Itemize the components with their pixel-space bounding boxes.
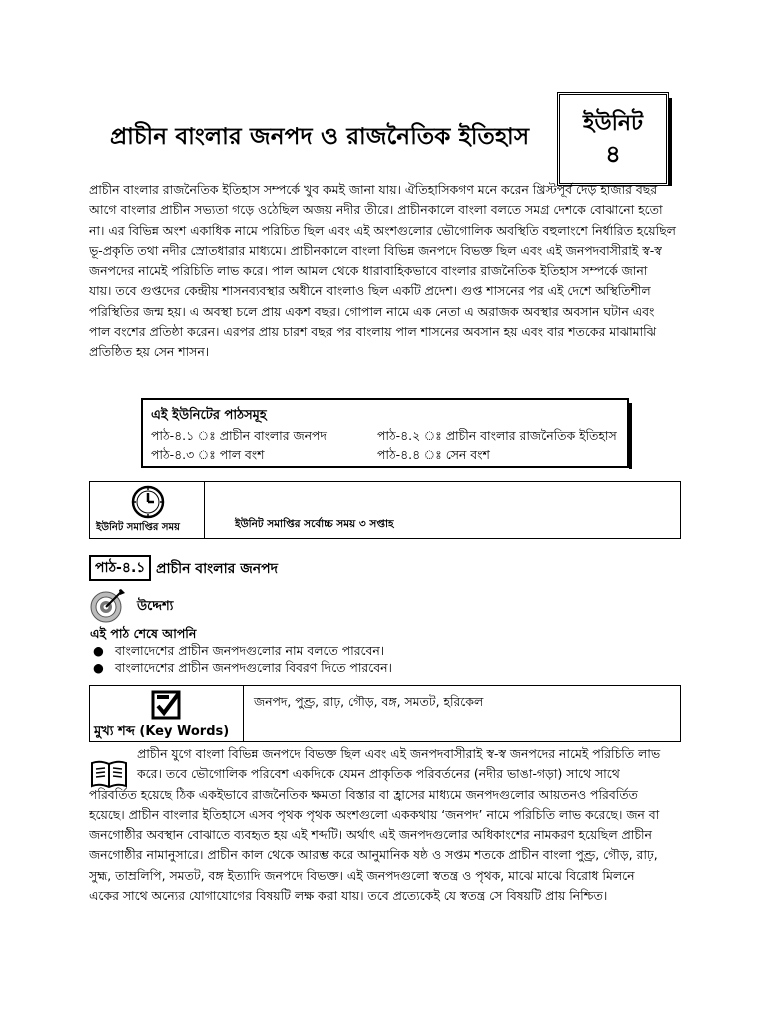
clock-icon: [130, 484, 166, 520]
body-line: করে। তবে ভৌগোলিক পরিবেশ একদিকে যেমন প্রাকৃতিক পরিবর্তনের (নদীর ভাঙা-গড়া) সাথে সাথে: [137, 766, 620, 782]
intro-line: পরিস্থিতির জন্ম হয়। এ অবস্থা চলে প্রায় একশ বছর। গোপাল নামে এক নেতা এ অরাজক অবস্থার অবসান ঘটান এবং: [89, 303, 655, 319]
completion-time-label: ইউনিট সমাপ্তির সময়: [96, 522, 180, 533]
body-paragraph: [89, 744, 681, 906]
intro-line: যায়। তবে গুপ্তদের কেন্দ্রীয় শাসনব্যবস্থার অধীনে বাংলাও ছিল একটি প্রদেশ। গুপ্ত শাসনের পর এই দেশে অস্থিতিশীল: [89, 283, 651, 299]
checkbox-icon: [150, 689, 182, 721]
body-line: পরিবর্তিত হয়েছে ঠিক একইভাবে রাজনৈতিক ক্ষমতা বিস্তার বা হ্রাসের মাধ্যমে জনপদগুলোর আয়তনও পরিবর্তিত: [89, 786, 638, 802]
bullet-icon: ●: [93, 660, 104, 675]
completion-time-box: [89, 481, 681, 539]
lesson-tag: পাঠ-৪.১: [89, 555, 151, 581]
intro-line: ভূ-প্রকৃতি তথা নদীর স্রোতধারার মাধ্যমে। প্রাচীনকালে বাংলা বিভিন্ন জনপদে বিভক্ত ছিল এবং এই জনপদবাসীরাই স্ব-স্ব: [89, 242, 662, 258]
objective-label: উদ্দেশ্য: [137, 599, 174, 614]
body-line: হয়েছে। প্রাচীন বাংলার ইতিহাসে এসব পৃথক পৃথক অংশগুলো এককথায় ‘জনপদ’ নামে পরিচিতি লাভ করেছে। জন বা: [89, 806, 660, 822]
body-line: সুহ্ম, তাম্রলিপি, সমতট, বঙ্গ ইত্যাদি জনপদে বিভক্ত। এই জনপদগুলো স্বতন্ত্র ও পৃথক, মাঝে মাঝে বিরোধ মিলনে: [89, 867, 635, 883]
unit-number: ৪: [605, 140, 621, 168]
intro-paragraph: [89, 180, 681, 363]
bullet-icon: ●: [93, 643, 104, 658]
objective-text: বাংলাদেশের প্রাচীন জনপদগুলোর নাম বলতে পারবেন।: [115, 643, 385, 658]
completion-time-value: ইউনিট সমাপ্তির সর্বোচ্চ সময় ৩ সপ্তাহ: [235, 518, 394, 530]
body-line: একের সাথে অন্যের যোগাযোগের বিষয়টি লক্ষ করা যায়। তবে প্রত্যেকেই যে স্বতন্ত্র সে বিষয়টি প্রায় নিশ্চিত।: [89, 888, 608, 904]
objective-text: বাংলাদেশের প্রাচীন জনপদগুলোর বিবরণ দিতে পারবেন।: [115, 660, 392, 675]
intro-line: আগে বাংলার প্রাচীন সভ্যতা গড়ে ওঠেছিল অজয় নদীর তীরে। প্রাচীনকালে বাংলা বলতে সমগ্র দেশকে বোঝানো হতো: [89, 202, 663, 218]
lesson-title: প্রাচীন বাংলার জনপদ: [156, 561, 278, 577]
divider: [204, 482, 205, 538]
divider: [243, 686, 244, 741]
lesson-item: পাঠ-৪.২ ঃ প্রাচীন বাংলার রাজনৈতিক ইতিহাস: [377, 428, 617, 443]
after-lesson-label: এই পাঠ শেষে আপনি: [90, 626, 197, 641]
page-title: প্রাচীন বাংলার জনপদ ও রাজনৈতিক ইতিহাস: [110, 124, 530, 150]
keywords-label: মুখ্য শব্দ (Key Words): [94, 724, 230, 739]
body-line: জনগোষ্ঠীর অবস্থান বোঝাতে ব্যবহৃত হয় এই শব্দটি। অর্থাৎ এই জনপদগুলোর অধিকাংশের নামকরণ হয়েছিল প্রাচীন: [89, 827, 652, 843]
objective-item: [93, 660, 392, 680]
keywords-box: [89, 685, 681, 742]
intro-line: জনপদের নামেই পরিচিতি লাভ করে। পাল আমল থেকে ধারাবাহিকভাবে বাংলার রাজনৈতিক ইতিহাস সম্পর্কে জানা: [89, 263, 648, 279]
intro-line: না। এর বিভিন্ন অংশ একাধিক নামে পরিচিত ছিল এবং এই অংশগুলোর ভৌগোলিক অবস্থিতি বহুলাংশে নির্ধারিত হয়েছিল: [89, 222, 676, 238]
intro-line: পাল বংশের প্রতিষ্ঠা করেন। এরপর প্রায় চারশ বছর পর বাংলায় পাল শাসনের অবসান হয় এবং বার শতকের মাঝামাঝি: [89, 324, 657, 340]
intro-line: প্রতিষ্ঠিত হয় সেন শাসন।: [89, 344, 210, 360]
lesson-item: পাঠ-৪.৩ ঃ পাল বংশ: [151, 447, 265, 462]
body-line: জনগোষ্ঠীর নামানুসারে। প্রাচীন কাল থেকে আরম্ভ করে আনুমানিক ষষ্ঠ ও সপ্তম শতকে প্রাচীন বাংলা পুণ্ড্র, গৌড়, রাঢ়,: [89, 847, 658, 863]
lessons-heading: এই ইউনিটের পাঠসমূহ: [151, 408, 267, 423]
unit-badge: [557, 92, 669, 186]
lesson-item: পাঠ-৪.৪ ঃ সেন বংশ: [377, 447, 490, 462]
lesson-item: পাঠ-৪.১ ঃ প্রাচীন বাংলার জনপদ: [151, 428, 327, 443]
unit-label: ইউনিট: [583, 111, 643, 136]
keywords-value: জনপদ, পুণ্ড্র, রাঢ়, গৌড়, বঙ্গ, সমতট, হরিকেল: [254, 694, 484, 709]
intro-line: প্রাচীন বাংলার রাজনৈতিক ইতিহাস সম্পর্কে খুব কমই জানা যায়। ঐতিহাসিকগণ মনে করেন খ্রিস্টপূর্ব দেড় হাজার বছর: [89, 182, 658, 197]
unit-lessons-box: [141, 398, 629, 468]
body-line: প্রাচীন যুগে বাংলা বিভিন্ন জনপদে বিভক্ত ছিল এবং এই জনপদবাসীরাই স্ব-স্ব জনপদের নামেই পরিচিতি লাভ: [137, 746, 661, 761]
target-icon: [90, 588, 126, 624]
